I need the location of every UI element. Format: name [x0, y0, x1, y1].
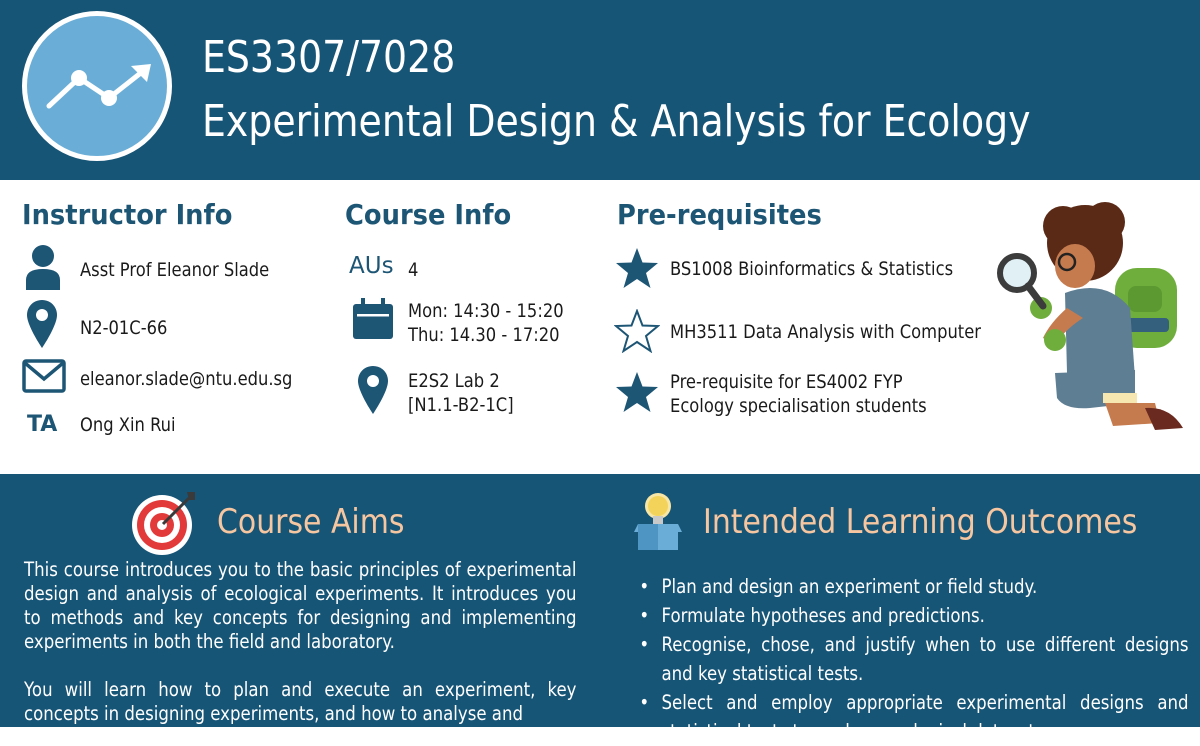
prereq-item-2: MH3511 Data Analysis with Computer — [670, 321, 981, 343]
aims-body — [24, 558, 577, 726]
person-icon — [25, 244, 61, 290]
venue-pin-icon — [357, 366, 389, 414]
star-filled-icon — [614, 246, 660, 290]
course-title: Experimental Design & Analysis for Ecology — [202, 96, 1031, 147]
outcomes-list — [636, 572, 1189, 746]
instructor-name: Asst Prof Eleanor Slade — [80, 259, 270, 281]
trend-chart-icon — [27, 16, 167, 156]
envelope-icon — [22, 359, 66, 393]
aims-heading: Course Aims — [217, 502, 405, 542]
outcome-item: • Formulate hypotheses and predictions. — [636, 601, 1189, 630]
instructor-office: N2-01C-66 — [80, 317, 168, 339]
venue-line-2: [N1.1-B2-1C] — [408, 394, 514, 416]
lightbulb-box-icon — [634, 490, 684, 552]
instructor-email[interactable]: eleanor.slade@ntu.edu.sg — [80, 368, 293, 390]
prereq-item-3-line-2: Ecology specialisation students — [670, 395, 927, 417]
ta-label: TA — [27, 412, 58, 437]
ta-name: Ong Xin Rui — [80, 414, 176, 436]
prerequisites-heading: Pre-requisites — [617, 198, 822, 231]
course-code: ES3307/7028 — [202, 32, 456, 83]
aus-label: AUs — [349, 253, 394, 279]
star-filled-icon — [614, 370, 660, 414]
aims-paragraph-1: This course introduces you to the basic principles of experimental design and analysis of ecological experiments. It introduces you to methods and key concepts for designing and implementing experiments in both the field and laboratory. — [24, 558, 577, 653]
aus-value: 4 — [408, 259, 419, 281]
header-band — [0, 0, 1200, 180]
outcome-item: • Plan and design an experiment or field study. — [636, 572, 1189, 601]
location-pin-icon — [27, 300, 57, 348]
course-logo — [22, 11, 172, 161]
outcomes-heading: Intended Learning Outcomes — [703, 502, 1138, 542]
aims-paragraph-2: You will learn how to plan and execute an experiment, key concepts in designing experiments, and how to analyse and — [24, 678, 577, 725]
outcome-item: • Select and employ appropriate experimental designs and statistical tests to analyse ecological datasets. — [636, 688, 1189, 746]
prereq-item-1: BS1008 Bioinformatics & Statistics — [670, 258, 954, 280]
star-outline-icon — [614, 309, 660, 353]
outcome-item: • Recognise, chose, and justify when to use different designs and key statistical tests. — [636, 630, 1189, 688]
schedule-line-1: Mon: 14:30 - 15:20 — [408, 300, 564, 322]
course-info-heading: Course Info — [345, 198, 512, 231]
schedule-line-2: Thu: 14.30 - 17:20 — [408, 324, 560, 346]
outcomes-body — [636, 572, 1189, 746]
explorer-illustration — [995, 198, 1195, 448]
instructor-heading: Instructor Info — [22, 198, 233, 231]
calendar-icon — [352, 298, 394, 340]
venue-line-1: E2S2 Lab 2 — [408, 370, 500, 392]
target-icon — [131, 490, 197, 556]
prereq-item-3-line-1: Pre-requisite for ES4002 FYP — [670, 371, 903, 393]
